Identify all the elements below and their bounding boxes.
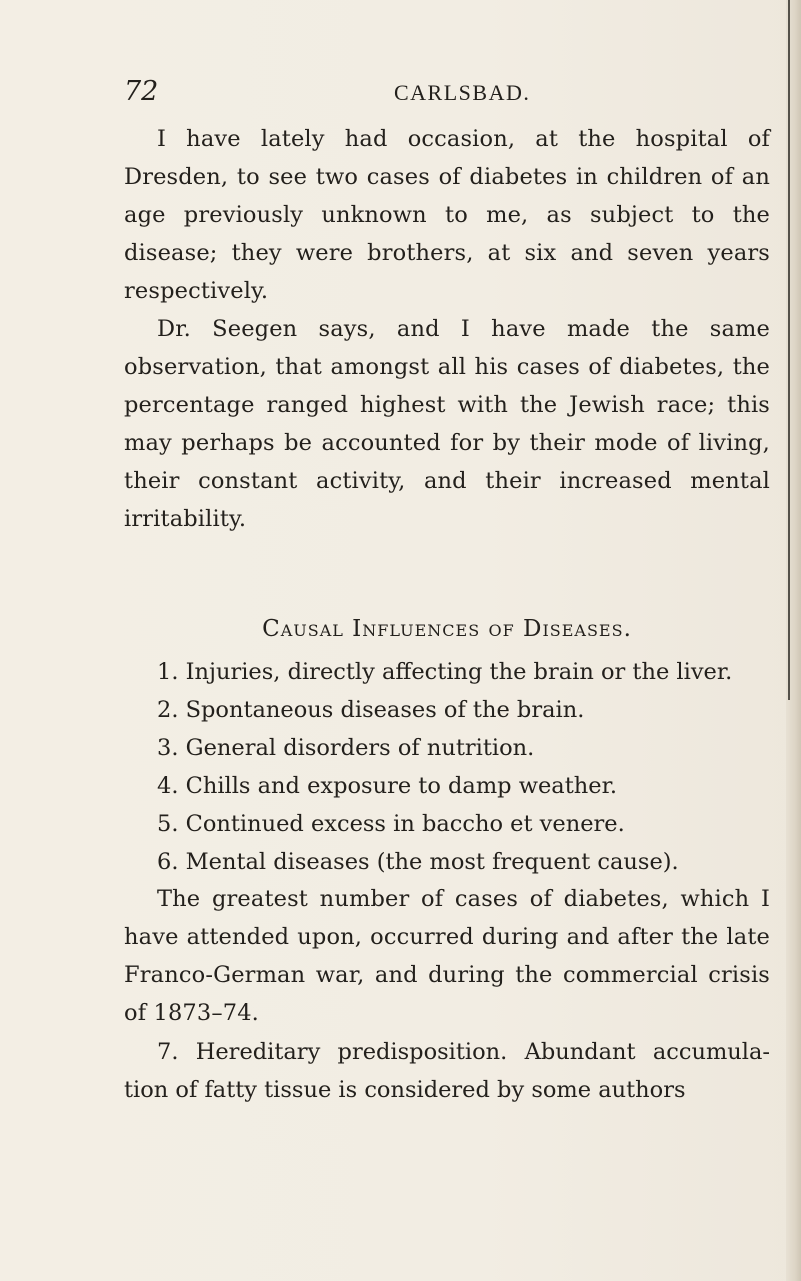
paragraph-text: Dr. Seegen says, and I have made the same observation, that amongst all his cases of diabetes, the percentage ranged highest with the Jewish race; this may perhaps be accounted for by their mode of living, their constant activity, and their increased mental irritability. (124, 316, 770, 532)
list-item: 3. General disorders of nutrition. (157, 735, 535, 761)
paragraph-dr-seegen (124, 310, 770, 538)
paragraph-text: I have lately had occasion, at the hospital of Dresden, to see two cases of diabetes in children of an age previously unknown to me, as subject to the disease; they were brothers, at six and seven years respectively. (124, 126, 770, 304)
page-number: 72 (124, 76, 159, 107)
list-item: 7. Hereditary predisposition. Abundant accumula-tion of fatty tissue is considered by some authors (124, 1039, 770, 1103)
running-title: CARLSBAD. (394, 80, 531, 105)
list-item: 2. Spontaneous diseases of the brain. (157, 697, 585, 723)
list-item: 1. Injuries, directly affecting the brain or the liver. (157, 659, 733, 685)
list-item: 6. Mental diseases (the most frequent cause). (157, 849, 679, 875)
section-heading: Causal Influences of Diseases. (262, 616, 632, 642)
causes-list-continued (124, 1033, 770, 1109)
paragraph-text: The greatest number of cases of diabetes, which I have attended upon, occurred during and after the late Franco-German war, and during the commercial crisis of 1873–74. (124, 886, 770, 1026)
paragraph-greatest-number (124, 880, 770, 1032)
causes-list (124, 653, 770, 881)
list-item: 4. Chills and exposure to damp weather. (157, 773, 618, 799)
page-header (0, 76, 801, 116)
paragraph-hospital-dresden (124, 120, 770, 310)
list-item: 5. Continued excess in baccho et venere. (157, 811, 625, 837)
